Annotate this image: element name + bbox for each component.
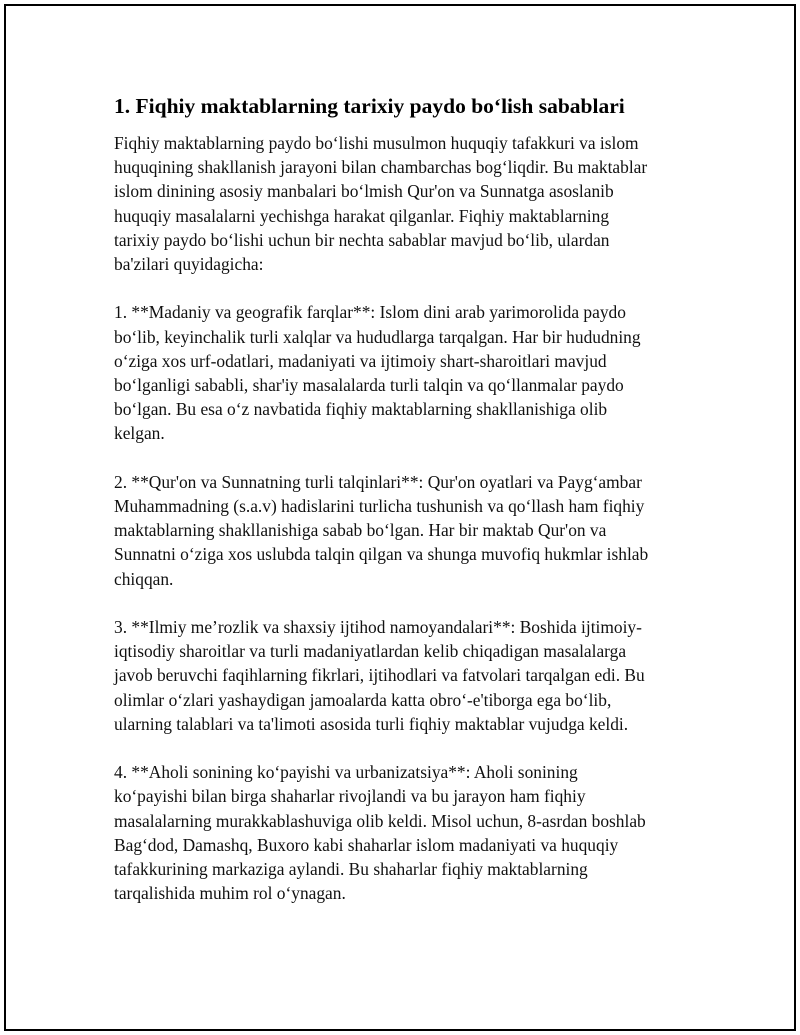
text-line: iqtisodiy sharoitlar va turli madaniyatlardan kelib chiqadigan masalalarga	[114, 641, 627, 662]
text-line: tarixiy paydo bo‘lishi uchun bir nechta sabablar mavjud bo‘lib, ulardan	[114, 229, 610, 250]
text-line: huquqining shakllanish jarayoni bilan chambarchas bog‘liqdir. Bu maktablar	[114, 157, 648, 178]
section-heading: 1. Fiqhiy maktablarning tarixiy paydo bo‘lish sabablari	[114, 94, 625, 118]
text-line: 4. **Aholi sonining ko‘payishi va urbanizatsiya**: Aholi sonining	[114, 762, 578, 783]
text-line: Muhammadning (s.a.v) hadislarini turlicha tushunish va qo‘llash ham fiqhiy	[114, 496, 645, 517]
document-body	[114, 92, 686, 930]
text-line: Fiqhiy maktablarning paydo bo‘lishi musulmon huquqiy tafakkuri va islom	[114, 133, 639, 153]
text-line: bo‘lgan. Bu esa o‘z navbatida fiqhiy maktablarning shakllanishiga olib	[114, 399, 608, 420]
text-line: bo‘lib, keyinchalik turli xalqlar va hududlarga tarqalgan. Har bir hududning	[114, 326, 641, 347]
text-line: ba'zilari quyidagicha:	[114, 254, 264, 275]
text-line: Sunnatni o‘ziga xos uslubda talqin qilgan va shunga muvofiq hukmlar ishlab	[114, 544, 649, 565]
text-line: o‘ziga xos urf-odatlari, madaniyati va ijtimoiy shart-sharoitlari mavjud	[114, 350, 607, 371]
text-line: tarqalishida muhim rol o‘ynagan.	[114, 883, 346, 904]
text-line: olimlar o‘zlari yashaydigan jamoalarda katta obro‘-e'tiborga ega bo‘lib,	[114, 689, 612, 710]
reason-paragraph-2	[114, 470, 686, 591]
text-line: 1. **Madaniy va geografik farqlar**: Islom dini arab yarimorolida paydo	[114, 302, 626, 323]
text-line: maktablarning shakllanishiga sabab bo‘lgan. Har bir maktab Qur'on va	[114, 520, 607, 541]
text-line: islom dinining asosiy manbalari bo‘lmish Qur'on va Sunnatga asoslanib	[114, 181, 614, 202]
text-line: Bag‘dod, Damashq, Buxoro kabi shaharlar islom madaniyati va huquqiy	[114, 834, 619, 855]
reason-paragraph-1	[114, 300, 686, 445]
reason-paragraph-4	[114, 760, 686, 905]
text-line: ko‘payishi bilan birga shaharlar rivojlandi va bu jarayon ham fiqhiy	[114, 786, 586, 807]
intro-paragraph	[114, 131, 686, 276]
text-line: ularning talablari va ta'limoti asosida turli fiqhiy maktablar vujudga keldi.	[114, 713, 629, 734]
text-line: javob beruvchi faqihlarning fikrlari, ijtihodlari va fatvolari tarqalgan edi. Bu	[114, 665, 645, 686]
text-line: tafakkurining markaziga aylandi. Bu shaharlar fiqhiy maktablarning	[114, 859, 588, 880]
text-line: 3. **Ilmiy me’rozlik va shaxsiy ijtihod namoyandalari**: Boshida ijtimoiy-	[114, 617, 642, 638]
text-line: kelgan.	[114, 423, 165, 444]
text-line: huquqiy masalalarni yechishga harakat qilganlar. Fiqhiy maktablarning	[114, 205, 610, 226]
text-line: chiqqan.	[114, 568, 174, 589]
reason-paragraph-3	[114, 615, 686, 736]
text-line: 2. **Qur'on va Sunnatning turli talqinlari**: Qur'on oyatlari va Payg‘ambar	[114, 471, 642, 492]
text-line: bo‘lganligi sababli, shar'iy masalalarda turli talqin va qo‘llanmalar paydo	[114, 375, 624, 396]
text-line: masalalarning murakkablashuviga olib keldi. Misol uchun, 8-asrdan boshlab	[114, 810, 646, 831]
